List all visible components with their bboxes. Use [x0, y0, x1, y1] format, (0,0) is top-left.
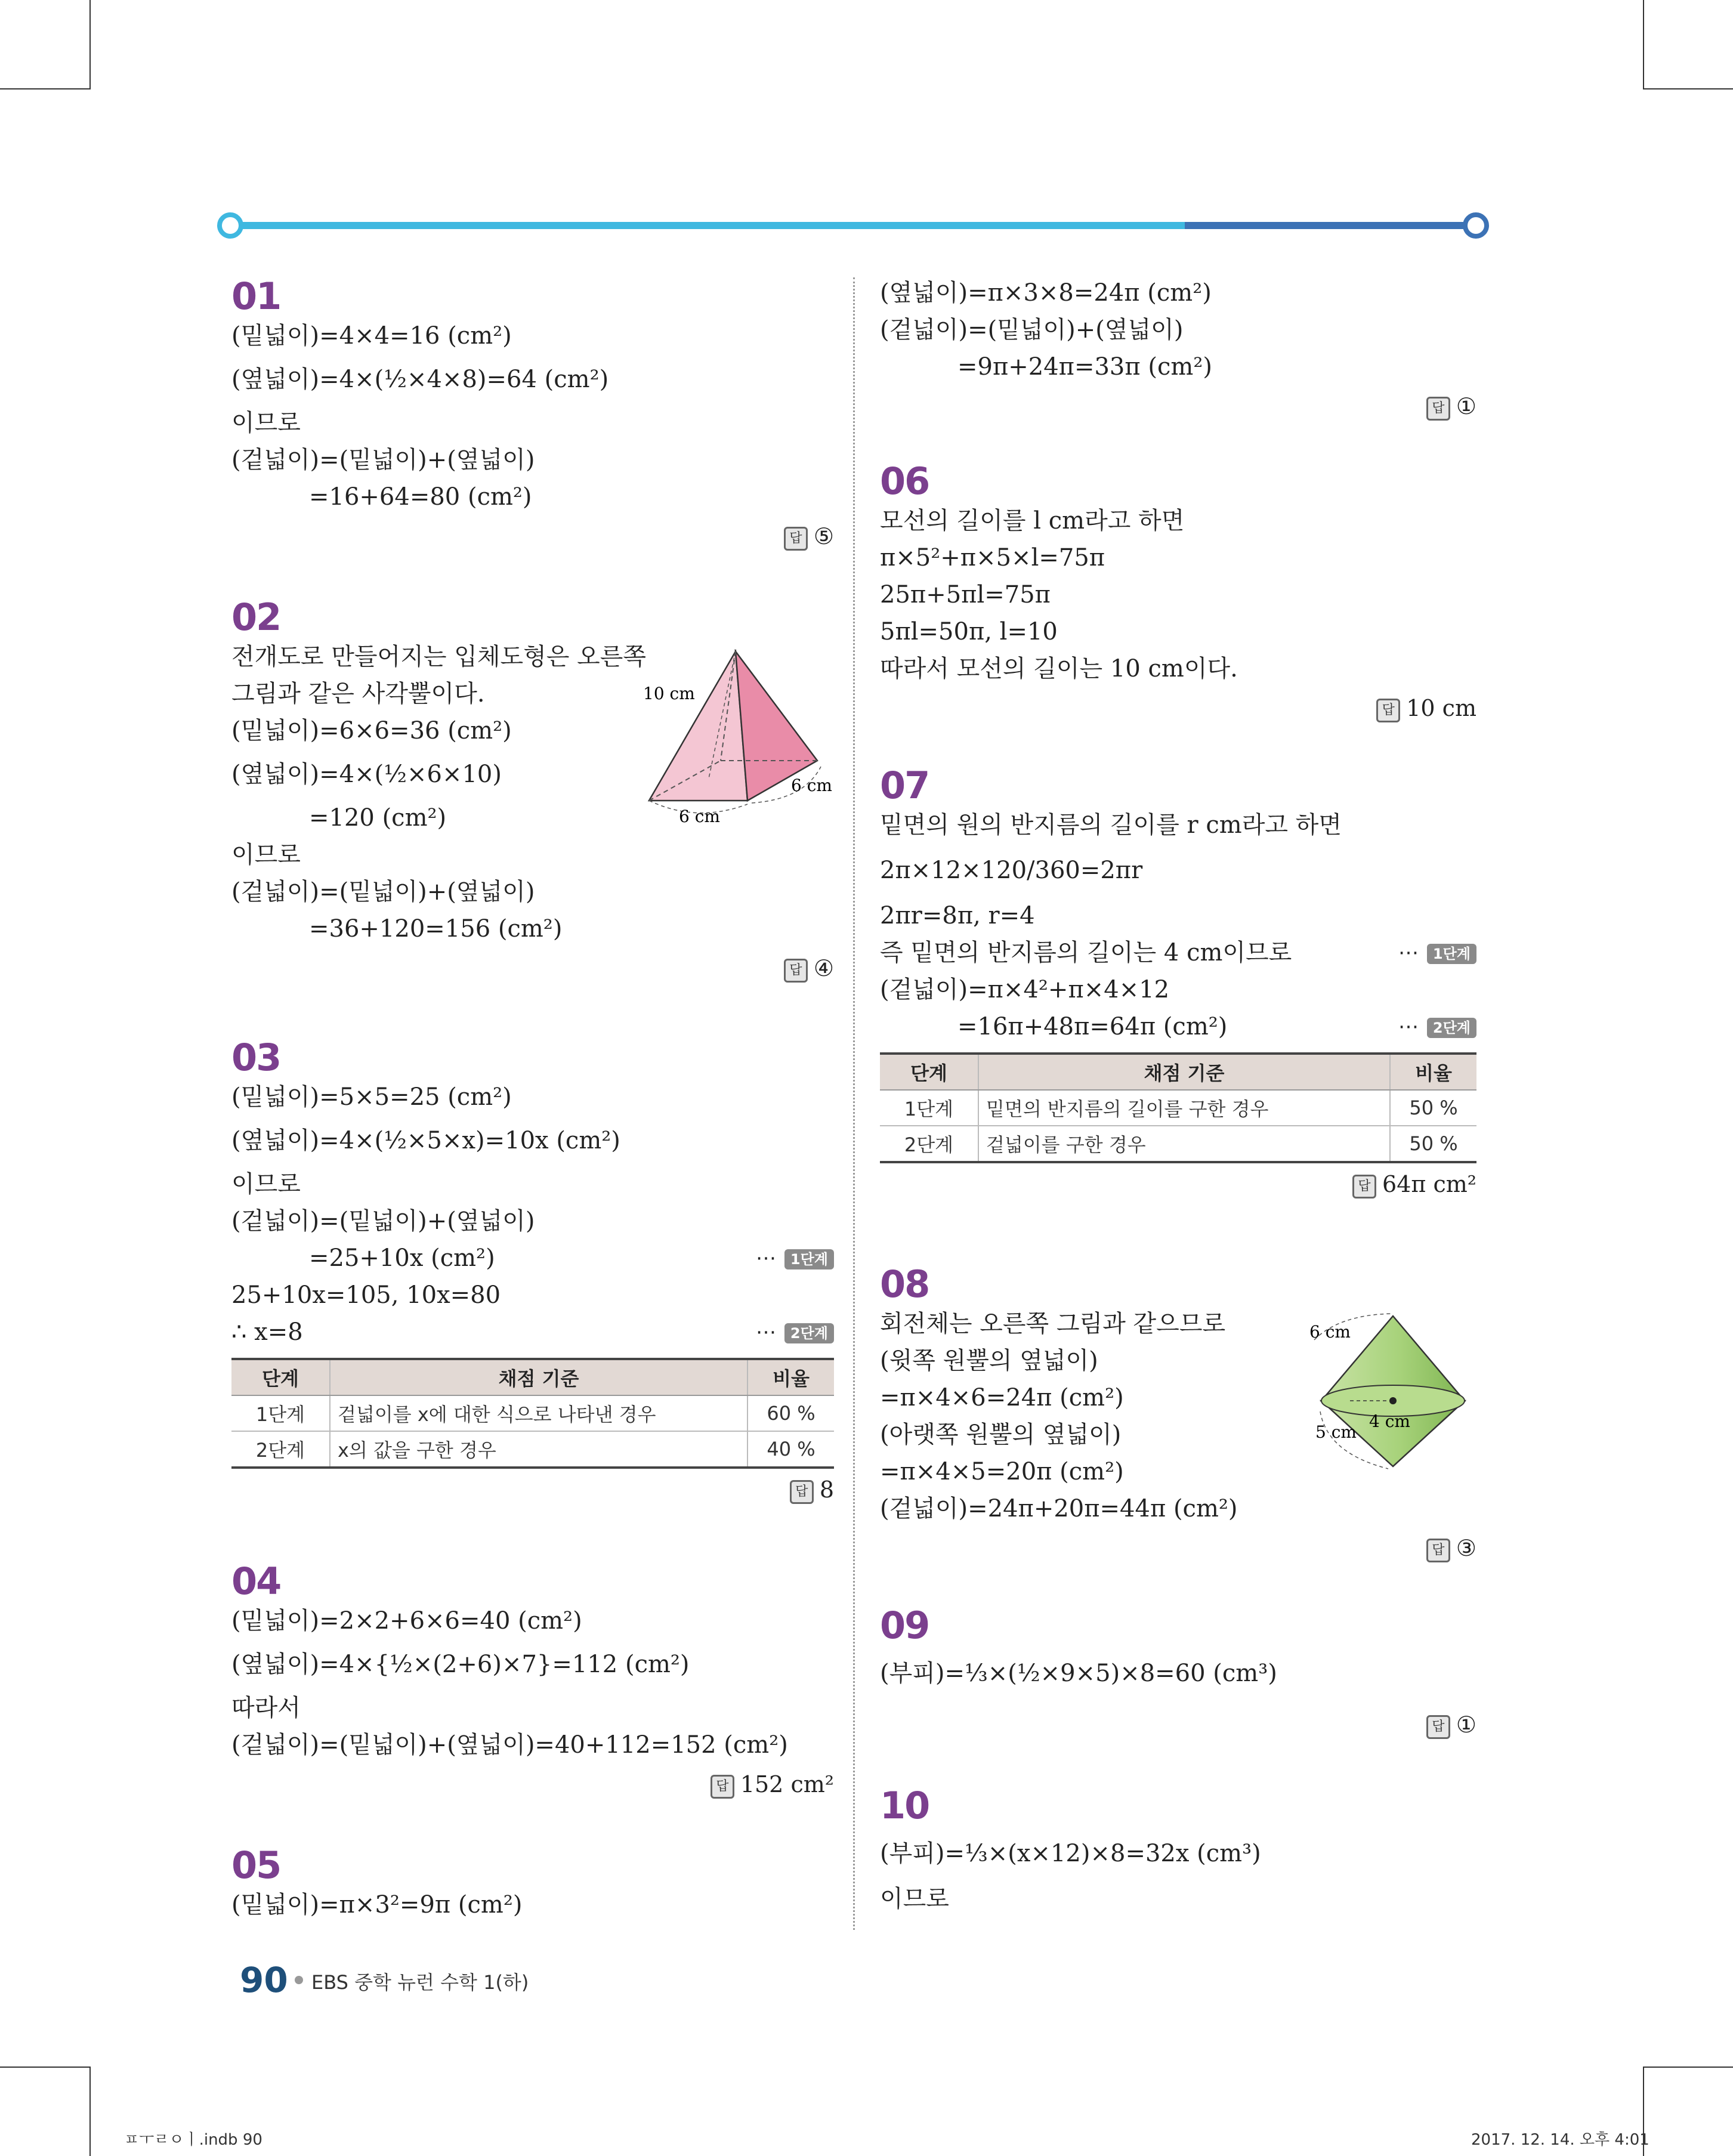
- problem-08: [880, 1264, 1476, 1567]
- answer-mark: 답: [1352, 1175, 1376, 1199]
- solution-line: (부피)=⅓×(x×12)×8=32x (cm³): [880, 1840, 1261, 1867]
- solution-line: (밑넓이)=6×6=36 (cm²): [231, 717, 512, 745]
- step-marker: ⋯ 2단계: [756, 1314, 834, 1351]
- answer-value: 10 cm: [1406, 695, 1476, 721]
- print-slug-file: ㅍㅜㄹㅇㅣ.indb 90: [124, 2131, 262, 2149]
- problem-05-continued: [880, 274, 1476, 425]
- problem-07: [880, 765, 1476, 1203]
- problem-number: 01: [231, 274, 281, 318]
- problem-number: 08: [880, 1262, 929, 1306]
- solution-line: (밑넓이)=5×5=25 (cm²): [231, 1083, 512, 1111]
- slant-label: 10 cm: [643, 684, 695, 703]
- answer: [231, 950, 834, 987]
- answer: [231, 1766, 834, 1803]
- table-header: 비율: [747, 1359, 834, 1395]
- problem-09: [880, 1605, 1476, 1743]
- header-bar: [222, 220, 1482, 231]
- problem-10: [880, 1785, 1476, 1917]
- answer-value: 8: [819, 1477, 834, 1503]
- solution-line: 따라서 모선의 길이는 10 cm이다.: [880, 655, 1238, 682]
- answer-mark: 답: [1426, 1539, 1450, 1562]
- problem-06: [880, 461, 1476, 727]
- problem-05: [231, 1845, 834, 1923]
- solution-line: (옆넓이)=4×(½×6×10): [231, 761, 502, 788]
- answer: [231, 1471, 834, 1508]
- answer: [231, 518, 834, 555]
- answer-value: ⑤: [813, 523, 834, 549]
- solution-line: (겉넓이)=(밑넓이)+(옆넓이): [231, 446, 535, 474]
- solution-line: 즉 밑면의 반지름의 길이는 4 cm이므로 ⋯ 1단계: [880, 934, 1476, 971]
- solution-line: =π×4×5=20π (cm²): [880, 1458, 1124, 1485]
- table-header: 단계: [231, 1359, 330, 1395]
- solution-line: 모선의 길이를 l cm라고 하면: [880, 507, 1185, 535]
- top-slant-label: 6 cm: [1309, 1322, 1351, 1342]
- answer-value: ③: [1456, 1535, 1476, 1561]
- solution-line: 이므로: [231, 409, 301, 437]
- solution-line: 이므로: [880, 1885, 949, 1913]
- problem-number: 02: [231, 595, 281, 639]
- problem-number: 10: [880, 1784, 929, 1827]
- problem-number: 07: [880, 764, 929, 807]
- answer-mark: 답: [711, 1775, 734, 1799]
- side-label: 6 cm: [679, 807, 720, 823]
- solution-line: 25π+5πl=75π: [880, 581, 1051, 609]
- solution-line: 그림과 같은 사각뿔이다.: [231, 680, 485, 708]
- page-number: 90: [240, 1960, 288, 2000]
- answer-value: ④: [813, 955, 834, 981]
- double-cone-figure: [1309, 1310, 1482, 1483]
- book-title: EBS 중학 뉴런 수학 1(하): [311, 1971, 529, 1994]
- answer-value: ①: [1456, 1712, 1476, 1738]
- solution-line: (옆넓이)=4×{½×(2+6)×7}=112 (cm²): [231, 1651, 690, 1678]
- table-row: 1단계 겉넓이를 x에 대한 식으로 나타낸 경우 60 %: [231, 1395, 834, 1431]
- solution-line: =120 (cm²): [309, 804, 447, 832]
- problem-03: [231, 1037, 834, 1508]
- solution-line: 25+10x=105, 10x=80: [231, 1281, 501, 1309]
- table-header: 단계: [880, 1054, 978, 1090]
- solution-line: =36+120=156 (cm²): [309, 915, 563, 943]
- print-slug-date: 2017. 12. 14. 오후 4:01: [1471, 2131, 1649, 2149]
- bottom-slant-label: 5 cm: [1315, 1422, 1357, 1442]
- solution-line: (겉넓이)=(밑넓이)+(옆넓이)=40+112=152 (cm²): [231, 1731, 788, 1759]
- column-divider: [853, 277, 855, 1930]
- solution-line: 밑면의 원의 반지름의 길이를 r cm라고 하면: [880, 811, 1342, 839]
- solution-line: =9π+24π=33π (cm²): [957, 353, 1212, 381]
- answer: [880, 388, 1476, 425]
- solution-line: (밑넓이)=2×2+6×6=40 (cm²): [231, 1607, 582, 1635]
- answer-mark: 답: [790, 1480, 814, 1504]
- solution-line: (아랫쪽 원뿔의 옆넓이): [880, 1421, 1122, 1448]
- answer-value: 64π cm²: [1382, 1171, 1476, 1197]
- problem-02: [231, 597, 834, 987]
- solution-line: 회전체는 오른쪽 그림과 같으므로: [880, 1310, 1226, 1338]
- solution-line: ∴ x=8 ⋯ 2단계: [231, 1314, 834, 1351]
- problem-number: 04: [231, 1559, 281, 1603]
- answer-mark: 답: [1376, 699, 1400, 722]
- solution-line: (밑넓이)=π×3²=9π (cm²): [231, 1891, 523, 1919]
- answer: [880, 1530, 1476, 1567]
- problem-number: 03: [231, 1036, 281, 1079]
- solution-line: 2π×12×120/360=2πr: [880, 857, 1143, 884]
- solution-line: =π×4×6=24π (cm²): [880, 1384, 1124, 1411]
- solution-line: 5πl=50π, l=10: [880, 618, 1058, 645]
- problem-number: 06: [880, 459, 929, 503]
- radius-label: 4 cm: [1369, 1411, 1410, 1431]
- table-row: 2단계 겉넓이를 구한 경우 50 %: [880, 1126, 1476, 1162]
- answer-mark: 답: [784, 959, 808, 983]
- scoring-table: [880, 1052, 1476, 1163]
- table-header: 비율: [1390, 1054, 1476, 1090]
- answer-mark: 답: [784, 527, 808, 551]
- solution-line: (부피)=⅓×(½×9×5)×8=60 (cm³): [880, 1660, 1277, 1687]
- solution-line: (겉넓이)=(밑넓이)+(옆넓이): [231, 1207, 535, 1235]
- solution-line: 2πr=8π, r=4: [880, 902, 1035, 929]
- step-marker: ⋯ 1단계: [756, 1240, 834, 1277]
- solution-line: =16+64=80 (cm²): [309, 483, 532, 511]
- solution-line: (겉넓이)=24π+20π=44π (cm²): [880, 1495, 1238, 1522]
- table-header: 채점 기준: [978, 1054, 1390, 1090]
- answer-mark: 답: [1426, 397, 1450, 421]
- answer-value: ①: [1456, 393, 1476, 419]
- answer-value: 152 cm²: [740, 1771, 834, 1797]
- solution-line: (겉넓이)=(밑넓이)+(옆넓이): [231, 878, 535, 906]
- answer: [880, 1166, 1476, 1203]
- problem-number: 09: [880, 1604, 929, 1647]
- bullet-icon: [295, 1976, 303, 1984]
- answer: [880, 690, 1476, 727]
- solution-line: (겉넓이)=(밑넓이)+(옆넓이): [880, 316, 1184, 344]
- solution-line: (윗쪽 원뿔의 옆넓이): [880, 1347, 1098, 1374]
- table-row: 1단계 밑면의 반지름의 길이를 구한 경우 50 %: [880, 1090, 1476, 1126]
- solution-line: 이므로: [231, 1170, 301, 1198]
- solution-line: π×5²+π×5×l=75π: [880, 544, 1105, 572]
- solution-line: =25+10x (cm²) ⋯ 1단계: [231, 1240, 834, 1277]
- solution-line: 전개도로 만들어지는 입체도형은 오른쪽: [231, 643, 647, 671]
- solution-line: 이므로: [231, 841, 301, 869]
- solution-line: (옆넓이)=4×(½×4×8)=64 (cm²): [231, 366, 609, 393]
- problem-04: [231, 1561, 834, 1803]
- solution-line: (옆넓이)=4×(½×5×x)=10x (cm²): [231, 1127, 620, 1154]
- step-marker: ⋯ 2단계: [1398, 1008, 1476, 1045]
- solution-line: =16π+48π=64π (cm²) ⋯ 2단계: [880, 1008, 1476, 1045]
- answer: [880, 1706, 1476, 1743]
- answer-mark: 답: [1426, 1715, 1450, 1739]
- table-header: 채점 기준: [330, 1359, 747, 1395]
- solution-line: (겉넓이)=π×4²+π×4×12: [880, 976, 1170, 1003]
- solution-line: (옆넓이)=π×3×8=24π (cm²): [880, 279, 1212, 307]
- pyramid-figure: [643, 644, 840, 823]
- scoring-table: [231, 1358, 834, 1469]
- solution-line: 따라서: [231, 1694, 301, 1722]
- solution-line: (밑넓이)=4×4=16 (cm²): [231, 322, 512, 350]
- side-label: 6 cm: [791, 776, 832, 795]
- table-row: 2단계 x의 값을 구한 경우 40 %: [231, 1431, 834, 1468]
- problem-01: [231, 276, 834, 555]
- step-marker: ⋯ 1단계: [1398, 934, 1476, 971]
- problem-number: 05: [231, 1843, 281, 1887]
